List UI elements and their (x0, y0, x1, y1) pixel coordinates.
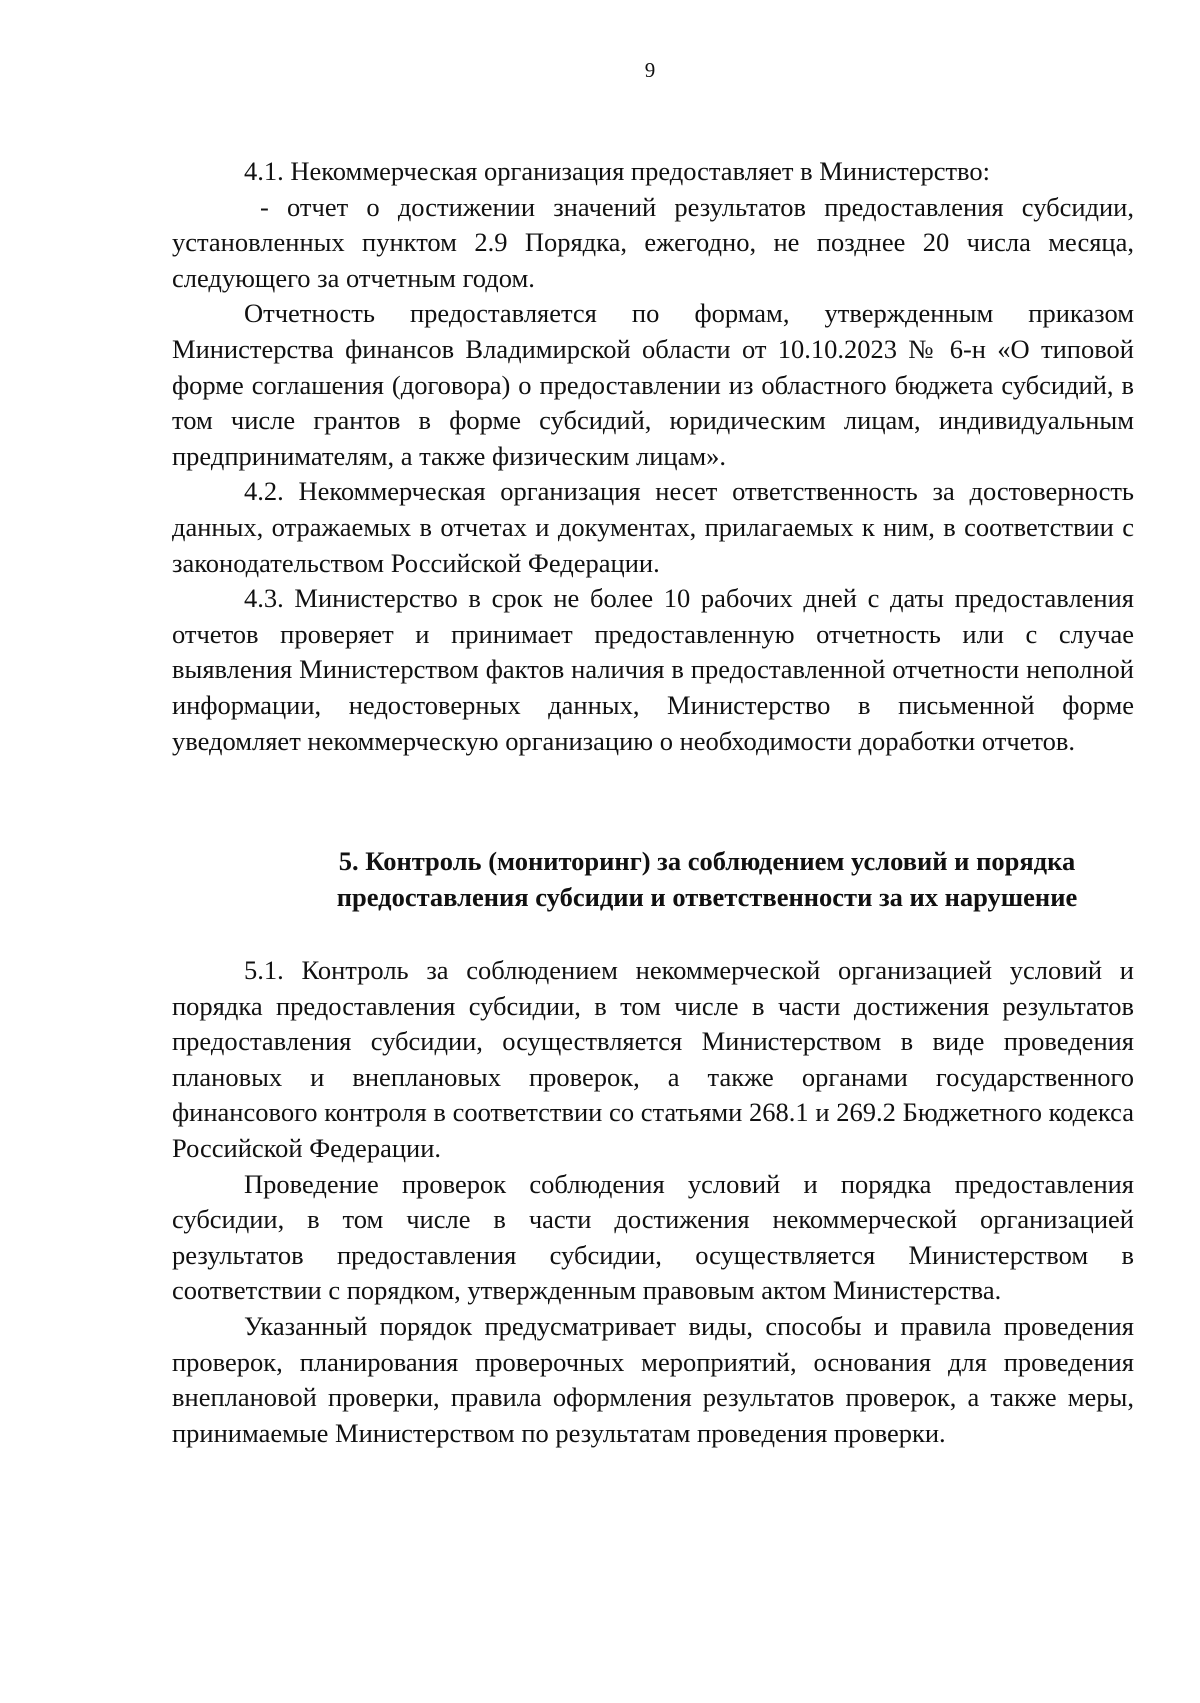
paragraph-4-2: 4.2. Некоммерческая организация несет ответственность за достоверность данных, отражаемых в отчетах и документах, прилагаемых к ним, в соответствии с законодательством Российской Федерации. (172, 476, 1134, 578)
paragraph-reporting-forms: Отчетность предоставляется по формам, утвержденным приказом Министерства финансов Владимирской области от 10.10.2023 № 6-н «О типовой форме соглашения (договора) о предоставлении из областного бюджета субсидий, в том числе грантов в форме субсидий, юридическим лицам, индивидуальным предпринимателям, а также физическим лицам». (172, 298, 1134, 471)
document-body (172, 154, 1134, 1451)
spacer (172, 759, 1134, 843)
paragraph-5-1: 5.1. Контроль за соблюдением некоммерческой организацией условий и порядка предоставления субсидии, в том числе в части достижения результатов предоставления субсидии, осуществляется Министерством в виде проведения плановых и внеплановых проверок, а также органами государственного финансового контроля в соответствии со статьями 268.1 и 269.2 Бюджетного кодекса Российской Федерации. (172, 955, 1134, 1164)
paragraph-4-1: 4.1. Некоммерческая организация предоставляет в Министерство: (244, 156, 990, 186)
section-5-title-line-2: предоставления субсидии и ответственности за их нарушение (336, 882, 1078, 913)
paragraph-report-item: - отчет о достижении значений результатов предоставления субсидии, установленных пунктом 2.9 Порядка, ежегодно, не позднее 20 числа месяца, следующего за отчетным годом. (172, 191, 1134, 293)
paragraph-4-3: 4.3. Министерство в срок не более 10 рабочих дней с даты предоставления отчетов проверяет и принимает предоставленную отчетность или с случае выявления Министерством фактов наличия в предоставленной отчетности неполной информации, недостоверных данных, Министерство в письменной форме уведомляет некоммерческую организацию о необходимости доработки отчетов. (172, 583, 1134, 756)
page-number: 9 (644, 58, 656, 82)
paragraph-inspections: Проведение проверок соблюдения условий и порядка предоставления субсидии, в том числе в части достижения некоммерческой организацией результатов предоставления субсидии, осуществляется Министерством в соответствии с порядком, утвержденным правовым актом Министерства. (172, 1168, 1134, 1306)
paragraph-procedure: Указанный порядок предусматривает виды, способы и правила проведения проверок, планирования проверочных мероприятий, основания для проведения внеплановой проверки, правила оформления результатов проверок, а также меры, принимаемые Министерством по результатам проведения проверки. (172, 1311, 1134, 1448)
section-5-title-line-1: 5. Контроль (мониторинг) за соблюдением условий и порядка (338, 846, 1076, 877)
spacer (172, 915, 1134, 953)
